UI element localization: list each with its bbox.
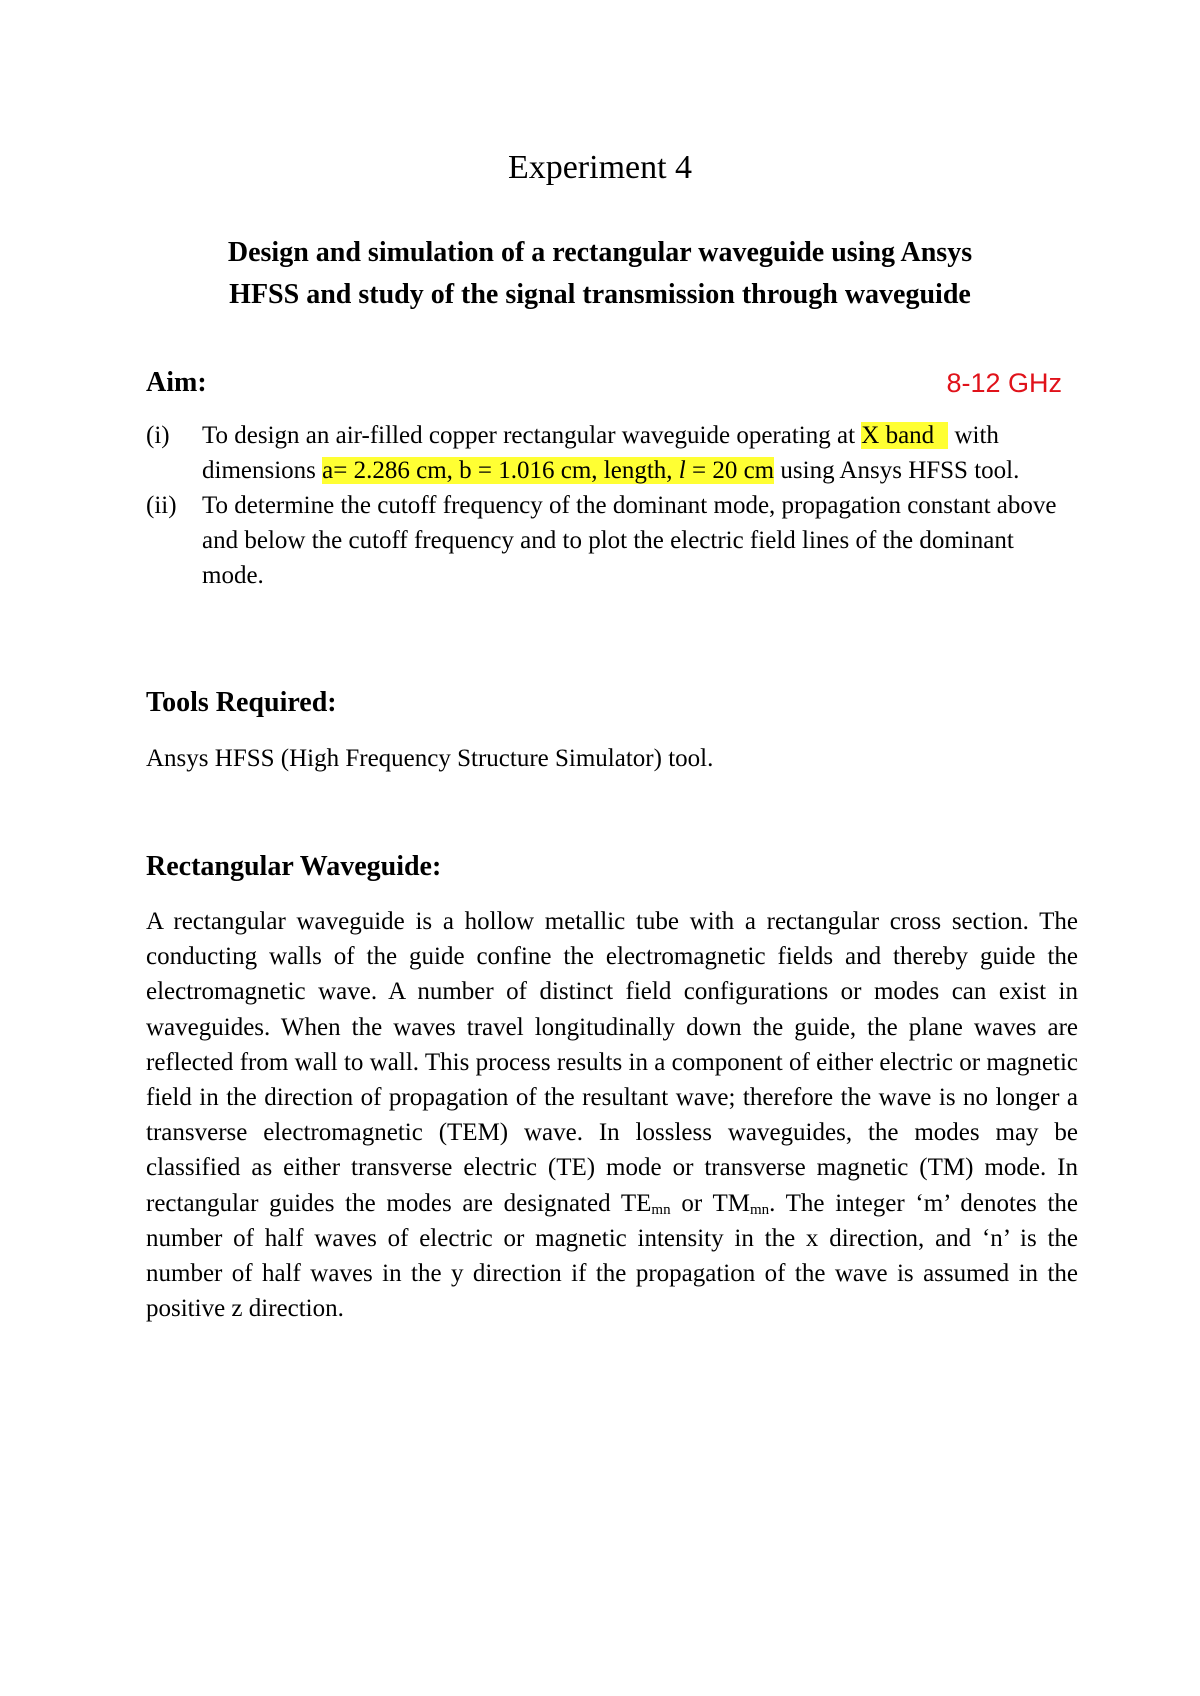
waveguide-paragraph	[146, 904, 1078, 1326]
highlight-x-band: X band	[861, 422, 948, 449]
tools-text: Ansys HFSS (High Frequency Structure Simulator) tool.	[146, 745, 714, 772]
aim-list	[146, 418, 1066, 593]
paragraph-text: or	[670, 1189, 713, 1217]
aim-text: using Ansys HFSS tool.	[774, 457, 1020, 484]
paragraph-text: . The integer ‘m’ denotes the number of half waves of electric or magnetic intensity in the x direction, and ‘n’ is the number of half waves in the y direction if the propagation of the wave is assumed in the positive z direction.	[146, 1189, 1078, 1323]
aim-item-number: (i)	[146, 422, 170, 449]
aim-item-number: (ii)	[146, 492, 177, 519]
subtitle-line-2: HFSS and study of the signal transmission through waveguide	[229, 279, 971, 310]
aim-item-2	[146, 488, 1066, 593]
aim-text: with dimensions	[202, 422, 999, 484]
te-subscript: mn	[651, 1201, 671, 1218]
dimensions-text: = 20 cm	[685, 457, 775, 484]
aim-text: To design an air-filled copper rectangular waveguide operating at	[202, 422, 862, 449]
tm-mode: TM	[712, 1189, 750, 1217]
waveguide-heading: Rectangular Waveguide:	[146, 851, 442, 882]
tools-heading: Tools Required:	[146, 687, 337, 718]
band-note: 8-12 GHz	[946, 368, 1062, 398]
length-variable: l	[678, 457, 686, 484]
page-subtitle	[120, 232, 1080, 316]
paragraph-text: A rectangular waveguide is a hollow metallic tube with a rectangular cross section. The conducting walls of the guide confine the electromagnetic fields and thereby guide the electromagnetic wave. A number of distinct field configurations or modes can exist in waveguides. When the waves travel longitudinally down the guide, the plane waves are reflected from wall to wall. This process results in a component of either electric or magnetic field in the direction of propagation of the resultant wave; therefore the wave is no longer a transverse electromagnetic (TEM) wave. In lossless waveguides, the modes may be classified as either transverse electric (TE) mode or transverse magnetic (TM) mode. In rectangular guides the modes are designated	[146, 908, 1078, 1217]
aim-text: To determine the cutoff frequency of the dominant mode, propagation constant above and below the cutoff frequency and to plot the electric field lines of the dominant mode.	[202, 492, 1057, 589]
page-title: Experiment 4	[507, 149, 693, 186]
tm-subscript: mn	[749, 1201, 770, 1218]
subtitle-line-1: Design and simulation of a rectangular waveguide using Ansys	[227, 237, 973, 268]
aim-heading: Aim:	[146, 367, 207, 398]
dimensions-text: a= 2.286 cm, b = 1.016 cm, length,	[322, 457, 679, 484]
te-mode: TE	[620, 1189, 652, 1217]
highlight-dimensions	[322, 457, 774, 484]
aim-item-1	[146, 418, 1066, 488]
